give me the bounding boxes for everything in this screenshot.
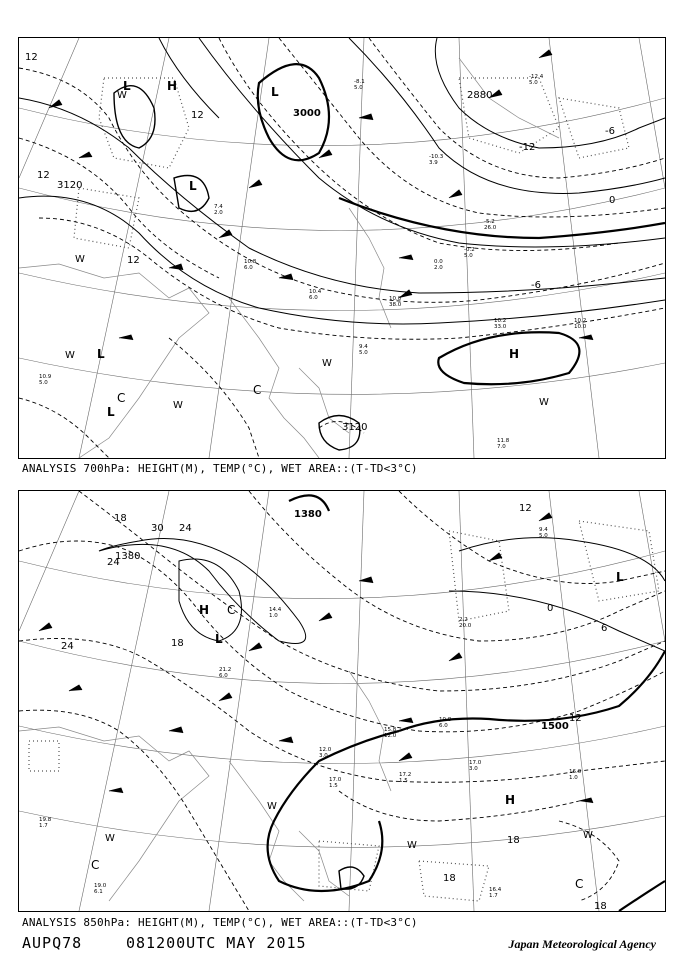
temp-label: 18 xyxy=(114,513,127,524)
height-label: 3120 xyxy=(57,180,83,191)
svg-text:1.7: 1.7 xyxy=(489,893,498,899)
w-mark: W xyxy=(117,90,127,101)
w-mark: W xyxy=(75,254,85,265)
w-mark: W xyxy=(267,801,277,812)
svg-text:10.2: 10.2 xyxy=(494,318,507,324)
svg-text:10.4: 10.4 xyxy=(309,289,322,295)
temp-label: 24 xyxy=(107,557,120,568)
height-label: 1380 xyxy=(115,551,141,562)
temp-label: 24 xyxy=(61,641,74,652)
center-marker: L xyxy=(271,85,279,99)
svg-text:1.5: 1.5 xyxy=(329,783,338,789)
svg-text:-5.2: -5.2 xyxy=(484,219,495,225)
svg-text:12.0: 12.0 xyxy=(384,733,397,739)
height-label: 1380 xyxy=(294,509,322,520)
height-contours xyxy=(99,538,665,651)
warm-cold-marks xyxy=(105,801,593,851)
center-marker: L xyxy=(97,347,105,361)
svg-text:9.4: 9.4 xyxy=(359,344,368,350)
center-marker: L xyxy=(616,570,624,584)
svg-text:10.2: 10.2 xyxy=(574,318,587,324)
w-mark: W xyxy=(322,358,332,369)
svg-text:6.0: 6.0 xyxy=(439,723,448,729)
svg-text:6.0: 6.0 xyxy=(244,265,253,271)
chart-datetime: 081200UTC MAY 2015 xyxy=(126,934,307,952)
temp-label: 24 xyxy=(179,523,192,534)
wind-barbs xyxy=(49,50,593,340)
svg-text:10.0: 10.0 xyxy=(389,296,402,302)
temp-label: 30 xyxy=(151,523,164,534)
w-mark: W xyxy=(539,397,549,408)
w-mark: W xyxy=(407,840,417,851)
svg-text:2.2: 2.2 xyxy=(459,617,468,623)
agency-name: Japan Meteorological Agency xyxy=(508,937,656,951)
svg-text:-10.3: -10.3 xyxy=(429,154,444,160)
temp-label: 12 xyxy=(569,713,582,724)
closed-centers xyxy=(114,86,360,450)
temp-labels xyxy=(25,52,615,291)
svg-text:38.0: 38.0 xyxy=(389,302,402,308)
svg-text:12.0: 12.0 xyxy=(319,747,332,753)
svg-text:21.2: 21.2 xyxy=(219,667,232,673)
center-marker: L xyxy=(123,79,131,93)
svg-text:10.8: 10.8 xyxy=(439,717,452,723)
svg-text:2.0: 2.0 xyxy=(434,265,443,271)
svg-text:2.0: 2.0 xyxy=(214,210,223,216)
center-marker: L xyxy=(189,179,197,193)
w-mark: W xyxy=(65,350,75,361)
w-mark: W xyxy=(583,830,593,841)
svg-text:26.0: 26.0 xyxy=(484,225,497,231)
svg-text:1.0: 1.0 xyxy=(569,775,578,781)
svg-text:1.0: 1.0 xyxy=(269,613,278,619)
caption-700hpa: ANALYSIS 700hPa: HEIGHT(M), TEMP(°C), WET AREA::(T-TD<3°C) xyxy=(22,462,418,475)
w-mark: W xyxy=(105,833,115,844)
temp-label: 0 xyxy=(547,603,554,614)
svg-text:3.0: 3.0 xyxy=(319,753,328,759)
svg-text:17.2: 17.2 xyxy=(399,772,412,778)
svg-text:5.0: 5.0 xyxy=(359,350,368,356)
svg-text:20.0: 20.0 xyxy=(459,623,472,629)
chart-panel-850hpa xyxy=(18,490,666,912)
svg-text:16.4: 16.4 xyxy=(489,887,502,893)
coastline xyxy=(19,58,559,458)
svg-text:7.0: 7.0 xyxy=(497,444,506,450)
center-marker: H xyxy=(199,603,210,617)
svg-text:6.0: 6.0 xyxy=(219,673,228,679)
caption-850hpa: ANALYSIS 850hPa: HEIGHT(M), TEMP(°C), WET AREA::(T-TD<3°C) xyxy=(22,916,418,929)
svg-text:-8.1: -8.1 xyxy=(354,79,365,85)
svg-text:19.8: 19.8 xyxy=(39,817,52,823)
temp-label: 12 xyxy=(37,170,50,181)
map-850hpa xyxy=(19,491,665,911)
svg-text:5.0: 5.0 xyxy=(354,85,363,91)
temp-labels xyxy=(61,503,607,911)
height-contours xyxy=(19,38,665,324)
svg-text:6.0: 6.0 xyxy=(309,295,318,301)
svg-text:5.0: 5.0 xyxy=(464,253,473,259)
svg-text:5.0: 5.0 xyxy=(529,80,538,86)
map-700hpa xyxy=(19,38,665,458)
graticule xyxy=(19,38,665,458)
temp-label: 12 xyxy=(127,255,140,266)
svg-text:-0.2: -0.2 xyxy=(464,247,475,253)
center-marker: C xyxy=(253,383,262,397)
svg-text:14.4: 14.4 xyxy=(269,607,282,613)
svg-text:17.0: 17.0 xyxy=(329,777,342,783)
center-marker: H xyxy=(167,79,178,93)
temp-label: 18 xyxy=(171,638,184,649)
svg-text:16.0: 16.0 xyxy=(569,769,582,775)
svg-text:9.4: 9.4 xyxy=(539,527,548,533)
height-labels xyxy=(115,509,569,732)
center-marker: L xyxy=(215,632,223,646)
height-label: 2880 xyxy=(467,90,493,101)
height-label: 3120 xyxy=(342,422,368,433)
svg-text:33.0: 33.0 xyxy=(494,324,507,330)
svg-text:15.8: 15.8 xyxy=(384,727,397,733)
svg-text:5.0: 5.0 xyxy=(39,380,48,386)
pressure-centers xyxy=(97,79,519,419)
height-label: 3000 xyxy=(293,108,321,119)
center-marker: H xyxy=(505,793,516,807)
center-marker: C xyxy=(117,391,126,405)
isotherms xyxy=(19,38,665,458)
temp-label: -6 xyxy=(531,280,541,291)
wet-area xyxy=(74,78,629,248)
temp-label: 12 xyxy=(191,110,204,121)
center-marker: C xyxy=(227,603,236,617)
center-marker: L xyxy=(107,405,115,419)
temp-label: 18 xyxy=(507,835,520,846)
station-plots xyxy=(39,527,582,899)
svg-text:1.5: 1.5 xyxy=(399,778,408,784)
svg-text:11.8: 11.8 xyxy=(497,438,510,444)
svg-text:19.0: 19.0 xyxy=(94,883,107,889)
svg-text:6.1: 6.1 xyxy=(94,889,103,895)
wet-area xyxy=(29,521,659,901)
svg-text:1.7: 1.7 xyxy=(39,823,48,829)
svg-text:7.4: 7.4 xyxy=(214,204,223,210)
center-marker: H xyxy=(509,347,520,361)
svg-text:17.0: 17.0 xyxy=(469,760,482,766)
svg-text:10.9: 10.9 xyxy=(39,374,52,380)
temp-label: -6 xyxy=(605,126,615,137)
svg-text:3.0: 3.0 xyxy=(469,766,478,772)
center-marker: C xyxy=(91,858,100,872)
temp-label: 18 xyxy=(443,873,456,884)
svg-text:-12.4: -12.4 xyxy=(529,74,544,80)
svg-text:0.0: 0.0 xyxy=(434,259,443,265)
center-marker: C xyxy=(575,877,584,891)
temp-label: 12 xyxy=(25,52,38,63)
svg-text:10.8: 10.8 xyxy=(244,259,257,265)
w-mark: W xyxy=(173,400,183,411)
warm-cold-marks xyxy=(65,90,549,411)
svg-text:10.0: 10.0 xyxy=(574,324,587,330)
temp-label: 12 xyxy=(519,503,532,514)
chart-panel-700hpa xyxy=(18,37,666,459)
svg-text:3.9: 3.9 xyxy=(429,160,438,166)
chart-code: AUPQ78 xyxy=(22,934,83,952)
temp-label: 6 xyxy=(601,623,608,634)
temp-label: -12 xyxy=(519,142,536,153)
svg-text:5.0: 5.0 xyxy=(539,533,548,539)
height-label: 1500 xyxy=(541,721,569,732)
temp-label: 0 xyxy=(609,195,616,206)
temp-label: 18 xyxy=(594,901,607,911)
